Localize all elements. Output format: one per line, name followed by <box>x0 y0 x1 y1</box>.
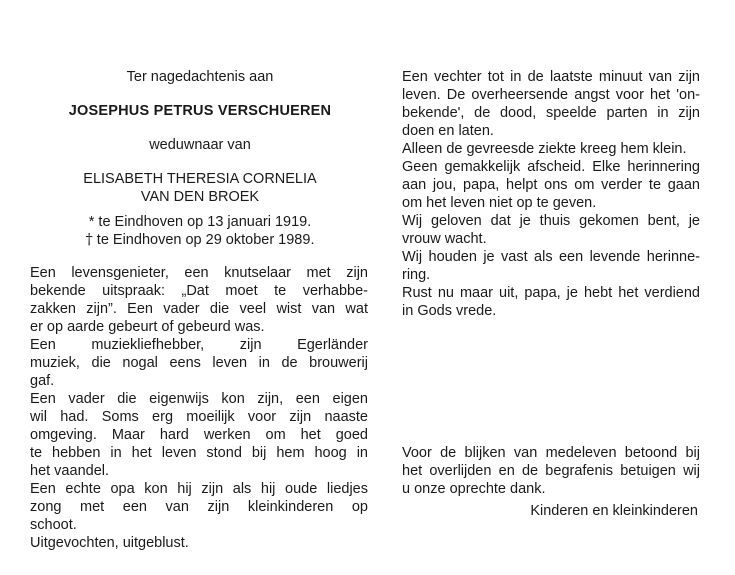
body-line: in Gods vrede. <box>402 303 497 319</box>
body-line: Rust nu maar uit, papa, je hebt het verdiend <box>402 285 700 301</box>
body-line: om het leven niet op te geven. <box>402 195 597 211</box>
body-line: Wij houden je vast als een levende herinne- <box>402 249 700 265</box>
body-line: wil had. Soms erg moeilijk voor zijn naaste <box>30 409 368 425</box>
thanks-line: het overlijden en de begrafenis betuigen wij <box>402 463 700 479</box>
body-line: ring. <box>402 267 431 283</box>
birth-symbol: * <box>88 214 95 230</box>
body-line: het vaandel. <box>30 463 110 479</box>
body-line: Wij geloven dat je thuis gekomen bent, je <box>402 213 700 229</box>
intro-text: Ter nagedachtenis aan <box>126 69 274 85</box>
signature: Kinderen en kleinkinderen <box>530 503 698 519</box>
birth-text: te Eindhoven op 13 januari 1919. <box>98 214 312 230</box>
body-line: Geen gemakkelijk afscheid. Elke herinnering <box>402 159 700 175</box>
relation-text: weduwnaar van <box>149 137 251 153</box>
body-line: doen en laten. <box>402 123 494 139</box>
birth-line <box>30 213 370 231</box>
body-line: muziek, die nogal eens leven in de brouwerij <box>30 355 368 371</box>
thanks-line: Voor de blijken van medeleven betoond bij <box>402 445 700 461</box>
thanks-line: u onze oprechte dank. <box>402 481 546 497</box>
body-line: Een echte opa kon hij zijn als hij oude liedjes <box>30 481 368 497</box>
body-line: Alleen de gevreesde ziekte kreeg hem klein. <box>402 141 687 157</box>
death-symbol: † <box>85 232 93 248</box>
body-line: gaf. <box>30 373 55 389</box>
body-line: aan jou, papa, helpt ons om verder te gaan <box>402 177 700 193</box>
body-line: zong met een van zijn kleinkinderen op <box>30 499 368 515</box>
body-line: schoot. <box>30 517 77 533</box>
body-line: omgeving. Maar hard werken om het goed <box>30 427 368 443</box>
deceased-name: JOSEPHUS PETRUS VERSCHUEREN <box>68 103 332 119</box>
death-text: te Eindhoven op 29 oktober 1989. <box>96 232 315 248</box>
body-line: Uitgevochten, uitgeblust. <box>30 535 189 551</box>
body-line: Een levensgenieter, een knutselaar met zijn <box>30 265 368 281</box>
body-line: vrouw wacht. <box>402 231 487 247</box>
death-line <box>30 231 370 249</box>
body-line: Een vader die eigenwijs kon zijn, een eigen <box>30 391 368 407</box>
body-line: Een muziekliefhebber, zijn Egerländer <box>30 337 368 353</box>
body-line: er op aarde gebeurt of gebeurd was. <box>30 319 265 335</box>
body-line: leven. De overheersende angst voor het 'on- <box>402 87 700 103</box>
spouse-name-line2: VAN DEN BROEK <box>140 189 260 205</box>
body-line: Een vechter tot in de laatste minuut van zijn <box>402 69 700 85</box>
spouse-name-line1: ELISABETH THERESIA CORNELIA <box>83 171 317 187</box>
body-line: bekende uitspraak: „Dat moet te verhabbe- <box>30 283 368 299</box>
body-line: bekende', de dood, speelde parten in zijn <box>402 105 700 121</box>
body-line: zakken zijn”. Een vader die veel wist van wat <box>30 301 368 317</box>
body-line: te hebben in het leven stond bij hem hoog in <box>30 445 368 461</box>
